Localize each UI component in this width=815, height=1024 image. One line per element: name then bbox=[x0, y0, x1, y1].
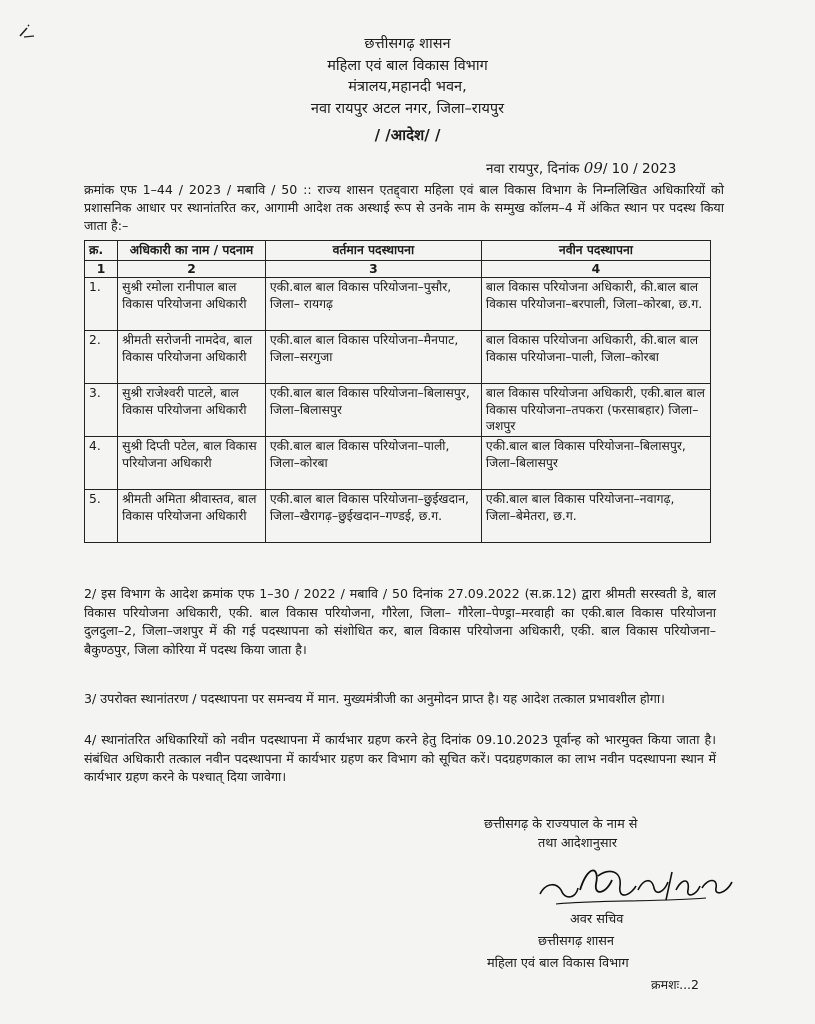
row-officer: श्रीमती अमिता श्रीवास्तव, बाल विकास परियोजना अधिकारी bbox=[118, 490, 266, 543]
city-address: नवा रायपुर अटल नगर, जिला–रायपुर bbox=[310, 100, 505, 117]
signatory-designation: अवर सचिव bbox=[570, 912, 624, 927]
date-prefix: नवा रायपुर, दिनांक bbox=[486, 161, 580, 177]
header-new-posting: नवीन पदस्थापना bbox=[481, 241, 710, 261]
row-serial: 2. bbox=[85, 331, 118, 384]
header-current-posting: वर्तमान पदस्थापना bbox=[265, 241, 481, 261]
authority-line-1: छत्तीसगढ़ के राज्यपाल के नाम से bbox=[484, 817, 638, 832]
row-serial: 4. bbox=[85, 437, 118, 490]
row-current-posting: एकी.बाल बाल विकास परियोजना–पुसौर, जिला– रायगढ़ bbox=[265, 278, 481, 331]
row-serial: 3. bbox=[85, 384, 118, 437]
authority-statement bbox=[478, 815, 758, 853]
row-serial: 5. bbox=[85, 490, 118, 543]
handwritten-day: 09 bbox=[583, 159, 603, 177]
table-row bbox=[85, 384, 711, 437]
govt-name: छत्तीसगढ़ शासन bbox=[364, 36, 451, 52]
paragraph-4: 4/ स्थानांतरित अधिकारियों को नवीन पदस्थापना में कार्यभार ग्रहण करने हेतु दिनांक 09.10.2023 पूर्वान्ह को भारमुक्त किया जाता है। संबंधित अधिकारी तत्काल नवीन पदस्थापना में कार्यभार ग्रहण कर विभाग को सूचित करें। पदग्रहणकाल का लाभ नवीन पदस्थापना स्थान में कार्यभार ग्रहण करने के पश्चात् दिया जावेगा। bbox=[84, 732, 716, 785]
column-number: 2 bbox=[118, 260, 266, 278]
row-officer: श्रीमती सरोजनी नामदेव, बाल विकास परियोजना अधिकारी bbox=[118, 331, 266, 384]
order-title: / /आदेश/ / bbox=[374, 126, 441, 144]
row-current-posting: एकी.बाल बाल विकास परियोजना–छुईखदान, जिला–खैरागढ़–छुईखदान–गण्डई, छ.ग. bbox=[265, 490, 481, 543]
column-number: 1 bbox=[85, 260, 118, 278]
authority-line-2: तथा आदेशानुसार bbox=[538, 836, 618, 851]
continued-marker: क्रमशः...2 bbox=[651, 977, 699, 992]
column-number: 4 bbox=[481, 260, 710, 278]
row-officer: सुश्री राजेश्वरी पाटले, बाल विकास परियोजना अधिकारी bbox=[118, 384, 266, 437]
signatory-government: छत्तीसगढ़ शासन bbox=[538, 934, 615, 949]
date-rest: / 10 / 2023 bbox=[602, 161, 677, 177]
header-officer: अधिकारी का नाम / पदनाम bbox=[118, 241, 266, 261]
row-serial: 1. bbox=[85, 278, 118, 331]
row-new-posting: बाल विकास परियोजना अधिकारी, एकी.बाल बाल विकास परियोजना–तपकरा (फरसाबहार) जिला– जशपुर bbox=[481, 384, 710, 437]
row-current-posting: एकी.बाल बाल विकास परियोजना–पाली, जिला–कोरबा bbox=[265, 437, 481, 490]
letterhead bbox=[0, 34, 815, 147]
transfer-table bbox=[84, 240, 711, 543]
table-row bbox=[85, 278, 711, 331]
row-new-posting: एकी.बाल बाल विकास परियोजना–नवागढ़, जिला–बेमेतरा, छ.ग. bbox=[481, 490, 710, 543]
handwritten-signature-icon bbox=[536, 860, 736, 912]
header-serial: क्र. bbox=[85, 241, 118, 261]
row-current-posting: एकी.बाल बाल विकास परियोजना–बिलासपुर, जिला–बिलासपुर bbox=[265, 384, 481, 437]
row-current-posting: एकी.बाल बाल विकास परियोजना–मैनपाट, जिला–सरगुजा bbox=[265, 331, 481, 384]
order-date bbox=[486, 159, 676, 177]
table-row bbox=[85, 331, 711, 384]
department-name: महिला एवं बाल विकास विभाग bbox=[327, 57, 488, 74]
row-new-posting: बाल विकास परियोजना अधिकारी, की.बाल बाल विकास परियोजना–बरपाली, जिला–कोरबा, छ.ग. bbox=[481, 278, 710, 331]
column-number-row bbox=[85, 260, 711, 278]
paragraph-2: 2/ इस विभाग के आदेश क्रमांक एफ 1–30 / 2022 / मबावि / 50 दिनांक 27.09.2022 (स.क्र.12) द्वारा श्रीमती सरस्वती डे, बाल विकास परियोजना अधिकारी, एकी. बाल विकास परियोजना, गौरेला, जिला– गौरेला–पेण्ड्रा–मरवाही का एकी.बाल विकास परियोजना दुलदुला–2, जिला–जशपुर में की गई पदस्थापना को संशोधित कर, बाल विकास परियोजना अधिकारी, एकी. बाल विकास परियोजना–बैकुण्ठपुर, जिला कोरिया में पदस्थ किया जाता है। bbox=[84, 586, 716, 657]
paragraph-3: 3/ उपरोक्त स्थानांतरण / पदस्थापना पर समन्वय में मान. मुख्यमंत्रीजी का अनुमोदन प्राप्त है। यह आदेश तत्काल प्रभावशील होगा। bbox=[84, 691, 665, 706]
order-intro: क्रमांक एफ 1–44 / 2023 / मबावि / 50 :: राज्य शासन एतद्द्वारा महिला एवं बाल विकास विभाग के निम्नलिखित अधिकारियों को प्रशासनिक आधार पर स्थानांतरित कर, आगामी आदेश तक अस्थाई रूप से उनके नाम के सम्मुख कॉलम–4 में अंकित स्थान पर पदस्थ किया जाता है:– bbox=[84, 182, 724, 233]
table-header-row bbox=[85, 241, 711, 261]
row-new-posting: एकी.बाल बाल विकास परियोजना–बिलासपुर, जिला–बिलासपुर bbox=[481, 437, 710, 490]
signatory-department: महिला एवं बाल विकास विभाग bbox=[487, 956, 629, 971]
column-number: 3 bbox=[265, 260, 481, 278]
row-officer: सुश्री रमोला रानीपाल बाल विकास परियोजना अधिकारी bbox=[118, 278, 266, 331]
office-address: मंत्रालय,महानदी भवन, bbox=[348, 79, 467, 95]
row-officer: सुश्री दिप्ती पटेल, बाल विकास परियोजना अधिकारी bbox=[118, 437, 266, 490]
row-new-posting: बाल विकास परियोजना अधिकारी, की.बाल बाल विकास परियोजना–पाली, जिला–कोरबा bbox=[481, 331, 710, 384]
table-row bbox=[85, 437, 711, 490]
table-row bbox=[85, 490, 711, 543]
